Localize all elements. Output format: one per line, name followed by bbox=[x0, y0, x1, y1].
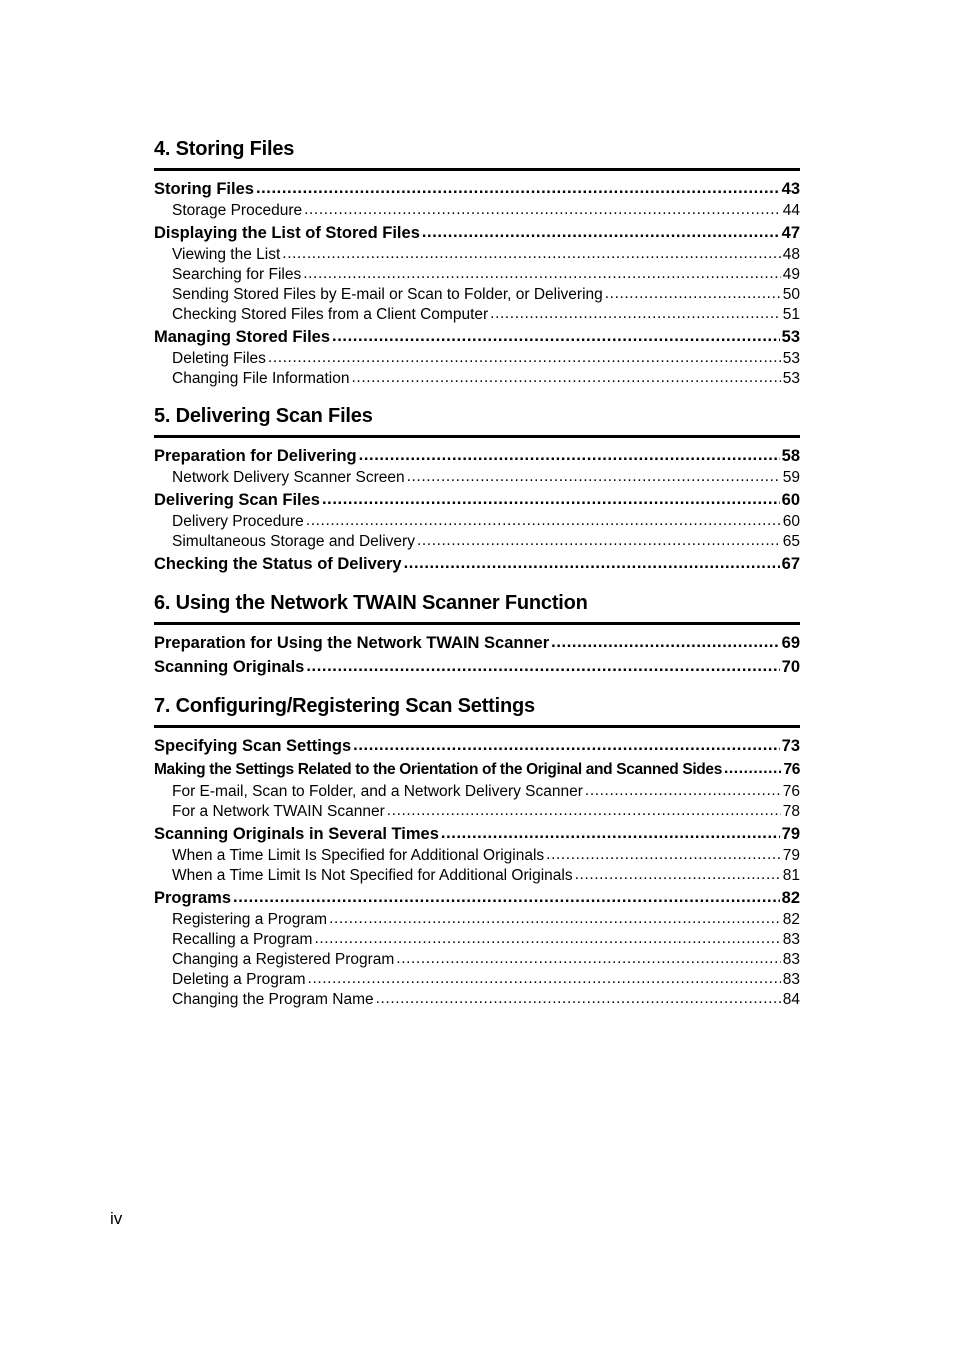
dot-leader bbox=[387, 802, 781, 821]
dot-leader bbox=[353, 734, 780, 757]
entry-page: 60 bbox=[782, 513, 800, 530]
toc-subentry[interactable] bbox=[154, 201, 800, 221]
toc-section bbox=[154, 693, 800, 1010]
toc-subentry[interactable] bbox=[154, 305, 800, 325]
entry-title: Scanning Originals bbox=[154, 658, 305, 676]
dot-leader bbox=[359, 444, 780, 467]
dot-leader bbox=[417, 532, 781, 551]
dot-leader bbox=[308, 970, 781, 989]
toc-section bbox=[154, 590, 800, 679]
entry-page: 53 bbox=[782, 370, 800, 387]
dot-leader bbox=[268, 349, 781, 368]
toc-subentry[interactable] bbox=[154, 265, 800, 285]
entry-title: Making the Settings Related to the Orientation of the Original and Scanned Sides bbox=[154, 761, 722, 778]
toc-section bbox=[154, 136, 800, 389]
dot-leader bbox=[551, 631, 779, 654]
entry-title: When a Time Limit Is Not Specified for Additional Originals bbox=[172, 867, 573, 884]
entry-page: 76 bbox=[783, 761, 800, 778]
section-heading: 5. Delivering Scan Files bbox=[154, 403, 800, 438]
entry-title: Preparation for Using the Network TWAIN Scanner bbox=[154, 634, 550, 652]
entry-title: Scanning Originals in Several Times bbox=[154, 825, 439, 843]
entry-title: Preparation for Delivering bbox=[154, 447, 357, 465]
entry-page: 69 bbox=[781, 634, 800, 652]
section-heading: 4. Storing Files bbox=[154, 136, 800, 171]
entry-page: 53 bbox=[782, 350, 800, 367]
entry-page: 49 bbox=[782, 266, 800, 283]
toc-entry[interactable] bbox=[154, 758, 800, 782]
entry-title: Simultaneous Storage and Delivery bbox=[172, 533, 415, 550]
toc-subentry[interactable] bbox=[154, 910, 800, 930]
toc-entry[interactable] bbox=[154, 177, 800, 201]
toc-subentry[interactable] bbox=[154, 990, 800, 1010]
entry-page: 82 bbox=[781, 889, 800, 907]
entry-title: When a Time Limit Is Specified for Additional Originals bbox=[172, 847, 545, 864]
toc-entry[interactable] bbox=[154, 655, 800, 679]
entry-page: 79 bbox=[782, 847, 800, 864]
entry-page: 81 bbox=[782, 867, 800, 884]
entry-title: Displaying the List of Stored Files bbox=[154, 224, 420, 242]
entry-page: 58 bbox=[781, 447, 800, 465]
dot-leader bbox=[422, 221, 780, 244]
toc-subentry[interactable] bbox=[154, 512, 800, 532]
toc-entry[interactable] bbox=[154, 886, 800, 910]
toc-subentry[interactable] bbox=[154, 369, 800, 389]
entry-title: Viewing the List bbox=[172, 246, 281, 263]
dot-leader bbox=[376, 990, 781, 1009]
toc-subentry[interactable] bbox=[154, 285, 800, 305]
dot-leader bbox=[314, 930, 780, 949]
dot-leader bbox=[724, 758, 781, 781]
section-heading: 6. Using the Network TWAIN Scanner Function bbox=[154, 590, 800, 625]
page-number: iv bbox=[110, 1209, 123, 1228]
entry-page: 44 bbox=[782, 202, 800, 219]
entry-title: Delivering Scan Files bbox=[154, 491, 320, 509]
toc-subentry[interactable] bbox=[154, 950, 800, 970]
dot-leader bbox=[352, 369, 781, 388]
entry-title: Network Delivery Scanner Screen bbox=[172, 469, 405, 486]
entry-page: 83 bbox=[782, 971, 800, 988]
entry-page: 70 bbox=[781, 658, 800, 676]
toc-subentry[interactable] bbox=[154, 349, 800, 369]
toc-entry[interactable] bbox=[154, 822, 800, 846]
dot-leader bbox=[329, 910, 781, 929]
entry-title: Programs bbox=[154, 889, 232, 907]
toc-entry[interactable] bbox=[154, 631, 800, 655]
dot-leader bbox=[575, 866, 781, 885]
entry-page: 48 bbox=[782, 246, 800, 263]
dot-leader bbox=[233, 886, 780, 909]
dot-leader bbox=[303, 265, 781, 284]
entry-page: 53 bbox=[781, 328, 800, 346]
dot-leader bbox=[546, 846, 781, 865]
dot-leader bbox=[407, 468, 781, 487]
dot-leader bbox=[396, 950, 780, 969]
entry-page: 83 bbox=[782, 951, 800, 968]
entry-page: 65 bbox=[782, 533, 800, 550]
entry-page: 84 bbox=[782, 991, 800, 1008]
entry-page: 50 bbox=[782, 286, 800, 303]
toc-subentry[interactable] bbox=[154, 468, 800, 488]
entry-title: Checking Stored Files from a Client Computer bbox=[172, 306, 489, 323]
entry-title: Changing a Registered Program bbox=[172, 951, 395, 968]
entry-page: 79 bbox=[781, 825, 800, 843]
entry-title: Sending Stored Files by E-mail or Scan to Folder, or Delivering bbox=[172, 286, 603, 303]
dot-leader bbox=[306, 512, 781, 531]
toc-subentry[interactable] bbox=[154, 782, 800, 802]
toc-subentry[interactable] bbox=[154, 930, 800, 950]
toc-entry[interactable] bbox=[154, 552, 800, 576]
entry-page: 51 bbox=[782, 306, 800, 323]
entry-page: 83 bbox=[782, 931, 800, 948]
toc-subentry[interactable] bbox=[154, 245, 800, 265]
entry-title: Changing the Program Name bbox=[172, 991, 374, 1008]
entry-page: 78 bbox=[782, 803, 800, 820]
entry-page: 67 bbox=[781, 555, 800, 573]
dot-leader bbox=[490, 305, 781, 324]
toc-entry[interactable] bbox=[154, 221, 800, 245]
dot-leader bbox=[404, 552, 780, 575]
entry-page: 76 bbox=[782, 783, 800, 800]
dot-leader bbox=[282, 245, 780, 264]
dot-leader bbox=[256, 177, 780, 200]
dot-leader bbox=[332, 325, 780, 348]
dot-leader bbox=[322, 488, 780, 511]
toc-subentry[interactable] bbox=[154, 532, 800, 552]
toc-subentry[interactable] bbox=[154, 866, 800, 886]
entry-page: 73 bbox=[781, 737, 800, 755]
entry-page: 59 bbox=[782, 469, 800, 486]
entry-title: Specifying Scan Settings bbox=[154, 737, 352, 755]
toc-entry[interactable] bbox=[154, 325, 800, 349]
toc-subentry[interactable] bbox=[154, 846, 800, 866]
dot-leader bbox=[441, 822, 780, 845]
entry-page: 47 bbox=[781, 224, 800, 242]
entry-title: Delivery Procedure bbox=[172, 513, 304, 530]
entry-title: Storing Files bbox=[154, 180, 254, 198]
toc-subentry[interactable] bbox=[154, 802, 800, 822]
entry-title: Checking the Status of Delivery bbox=[154, 555, 402, 573]
entry-title: Searching for Files bbox=[172, 266, 302, 283]
entry-title: Changing File Information bbox=[172, 370, 350, 387]
section-heading: 7. Configuring/Registering Scan Settings bbox=[154, 693, 800, 728]
dot-leader bbox=[605, 285, 781, 304]
entry-page: 43 bbox=[781, 180, 800, 198]
entry-title: For E-mail, Scan to Folder, and a Network Delivery Scanner bbox=[172, 783, 583, 800]
entry-page: 60 bbox=[781, 491, 800, 509]
entry-title: Deleting Files bbox=[172, 350, 266, 367]
dot-leader bbox=[585, 782, 781, 801]
entry-title: For a Network TWAIN Scanner bbox=[172, 803, 385, 820]
toc-entry[interactable] bbox=[154, 734, 800, 758]
table-of-contents bbox=[154, 136, 800, 1024]
toc-entry[interactable] bbox=[154, 444, 800, 468]
entry-title: Deleting a Program bbox=[172, 971, 306, 988]
dot-leader bbox=[306, 655, 779, 678]
entry-title: Recalling a Program bbox=[172, 931, 313, 948]
entry-title: Managing Stored Files bbox=[154, 328, 331, 346]
entry-page: 82 bbox=[782, 911, 800, 928]
toc-section bbox=[154, 403, 800, 576]
entry-title: Registering a Program bbox=[172, 911, 328, 928]
entry-title: Storage Procedure bbox=[172, 202, 303, 219]
toc-entry[interactable] bbox=[154, 488, 800, 512]
toc-subentry[interactable] bbox=[154, 970, 800, 990]
dot-leader bbox=[304, 201, 781, 220]
